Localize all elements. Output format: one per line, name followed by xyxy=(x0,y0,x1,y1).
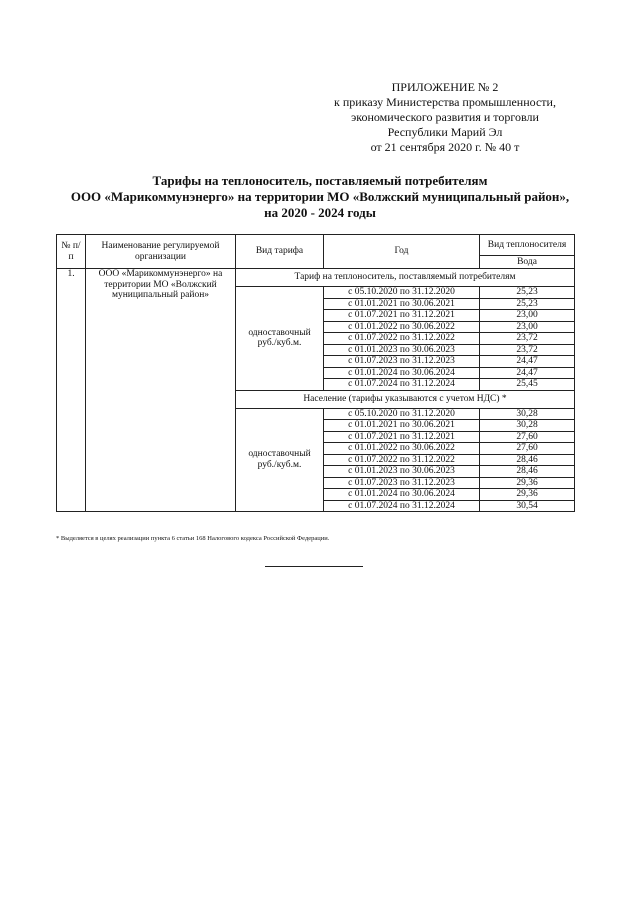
period: с 01.07.2022 по 31.12.2022 xyxy=(324,454,480,466)
organization-name: ООО «Марикоммунэнерго» на территории МО «Волжский муниципальный район» xyxy=(86,269,236,512)
period: с 01.01.2022 по 30.06.2022 xyxy=(324,321,480,333)
tariff-value: 30,54 xyxy=(480,500,575,512)
document-title xyxy=(40,173,600,221)
header-num: № п/п xyxy=(57,235,86,269)
header-year: Год xyxy=(324,235,480,269)
footnote: * Выделяется в целях реализации пункта 6 статьи 168 Налогового кодекса Российской Федерации. xyxy=(56,535,330,542)
tariff-value: 23,72 xyxy=(480,344,575,356)
tariff-value: 24,47 xyxy=(480,367,575,379)
title-line: ООО «Марикоммунэнерго» на территории МО «Волжский муниципальный район», xyxy=(70,189,570,204)
title-line: Тарифы на теплоноситель, поставляемый потребителям xyxy=(152,173,488,188)
period: с 05.10.2020 по 31.12.2020 xyxy=(324,287,480,299)
tariff-value: 25,45 xyxy=(480,379,575,391)
tariff-value: 28,46 xyxy=(480,466,575,478)
tariff-value: 23,00 xyxy=(480,321,575,333)
appendix-line: от 21 сентября 2020 г. № 40 т xyxy=(370,140,520,154)
period: с 01.01.2021 по 30.06.2021 xyxy=(324,420,480,432)
period: с 01.07.2023 по 31.12.2023 xyxy=(324,477,480,489)
period: с 01.01.2024 по 30.06.2024 xyxy=(324,367,480,379)
appendix-line: экономического развития и торговли xyxy=(351,110,539,124)
appendix-line: Республики Марий Эл xyxy=(387,125,503,139)
section-title: Население (тарифы указываются с учетом НДС) * xyxy=(236,390,575,408)
tariff-value: 25,23 xyxy=(480,298,575,310)
tariff-value: 25,23 xyxy=(480,287,575,299)
row-number: 1. xyxy=(57,269,86,512)
tariff-value: 29,36 xyxy=(480,489,575,501)
tariff-value: 23,00 xyxy=(480,310,575,322)
appendix-line: ПРИЛОЖЕНИЕ № 2 xyxy=(391,80,499,94)
period: с 05.10.2020 по 31.12.2020 xyxy=(324,408,480,420)
header-carrier: Вид теплоносителя xyxy=(480,235,575,256)
period: с 01.01.2022 по 30.06.2022 xyxy=(324,443,480,455)
tariff-value: 27,60 xyxy=(480,431,575,443)
closing-rule xyxy=(265,566,363,567)
title-line: на 2020 - 2024 годы xyxy=(264,205,376,220)
tariff-value: 27,60 xyxy=(480,443,575,455)
tariff-value: 23,72 xyxy=(480,333,575,345)
header-water: Вода xyxy=(480,256,575,269)
period: с 01.07.2024 по 31.12.2024 xyxy=(324,379,480,391)
period: с 01.07.2024 по 31.12.2024 xyxy=(324,500,480,512)
period: с 01.01.2023 по 30.06.2023 xyxy=(324,344,480,356)
appendix-header xyxy=(320,80,570,155)
tariff-value: 24,47 xyxy=(480,356,575,368)
period: с 01.07.2021 по 31.12.2021 xyxy=(324,310,480,322)
tariff-value: 28,46 xyxy=(480,454,575,466)
period: с 01.07.2022 по 31.12.2022 xyxy=(324,333,480,345)
tariff-value: 30,28 xyxy=(480,420,575,432)
appendix-line: к приказу Министерства промышленности, xyxy=(334,95,556,109)
tariff-type: одноставочный руб./куб.м. xyxy=(236,408,324,512)
period: с 01.07.2021 по 31.12.2021 xyxy=(324,431,480,443)
period: с 01.01.2024 по 30.06.2024 xyxy=(324,489,480,501)
period: с 01.01.2023 по 30.06.2023 xyxy=(324,466,480,478)
tariff-table xyxy=(56,234,575,512)
tariff-value: 29,36 xyxy=(480,477,575,489)
tariff-value: 30,28 xyxy=(480,408,575,420)
section-title: Тариф на теплоноситель, поставляемый потребителям xyxy=(236,269,575,287)
period: с 01.07.2023 по 31.12.2023 xyxy=(324,356,480,368)
period: с 01.01.2021 по 30.06.2021 xyxy=(324,298,480,310)
header-org: Наименование регулируемой организации xyxy=(86,235,236,269)
header-tariff-type: Вид тарифа xyxy=(236,235,324,269)
tariff-type: одноставочный руб./куб.м. xyxy=(236,287,324,391)
